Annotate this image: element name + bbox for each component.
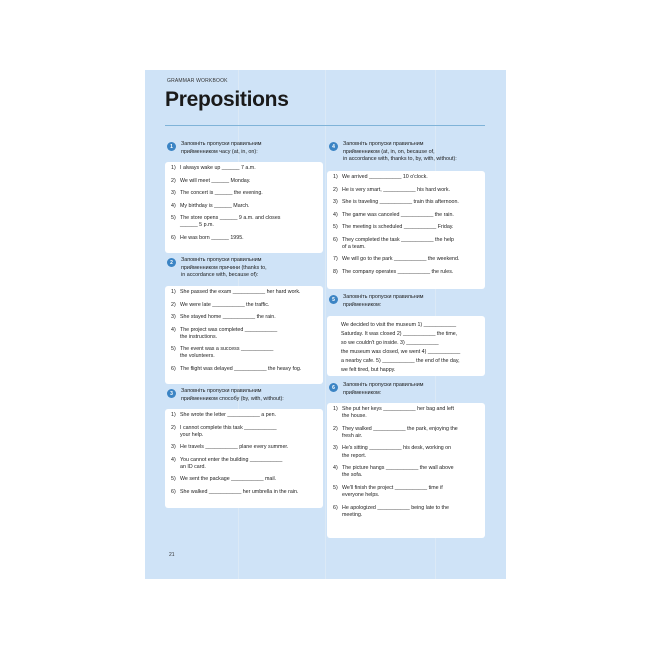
item-number: 8) xyxy=(333,268,338,275)
item-number: 1) xyxy=(333,174,338,180)
section-1-header xyxy=(167,141,261,156)
exercise-item xyxy=(171,235,317,242)
workbook-page xyxy=(145,70,506,579)
exercise-item xyxy=(333,465,479,479)
exercise-6-box xyxy=(327,403,485,538)
exercise-item xyxy=(171,190,317,197)
exercise-item xyxy=(333,237,479,251)
item-text: The company operates ___________ the rules. xyxy=(342,268,454,275)
item-number: 3) xyxy=(171,314,176,320)
item-text: The game was canceled ___________ the rain. xyxy=(342,211,454,218)
exercise-item xyxy=(333,174,479,181)
section-5-header xyxy=(329,294,423,309)
section-instruction: Заповніть пропуски правильним прийменником (at, in, on, because of, in accordance with, thanks to, by, with, without): xyxy=(343,141,457,163)
item-text: He apologized ___________ being late to the meeting. xyxy=(342,504,449,518)
exercise-item xyxy=(171,165,317,172)
section-6-header xyxy=(329,382,423,397)
section-4-header xyxy=(329,141,457,164)
item-text: They walked ___________ the park, enjoying the fresh air. xyxy=(342,425,458,439)
item-text: The event was a success ___________ the volunteers. xyxy=(180,346,274,360)
item-number: 3) xyxy=(333,445,338,452)
item-text: They completed the task ___________ the help of a team. xyxy=(342,236,454,250)
exercise-item xyxy=(171,412,317,419)
item-number: 3) xyxy=(171,190,176,196)
item-number: 1) xyxy=(171,289,176,295)
exercise-item xyxy=(333,406,479,420)
item-text: The flight was delayed ___________ the heavy fog. xyxy=(180,365,302,372)
item-text: We will meet ______ Monday. xyxy=(180,177,251,184)
exercise-3-box xyxy=(165,409,323,508)
item-number: 4) xyxy=(333,465,338,472)
item-text: We'll finish the project ___________ time if everyone helps. xyxy=(342,484,443,499)
exercise-item xyxy=(171,476,317,483)
exercise-item xyxy=(171,489,317,496)
workbook-label: GRAMMAR WORKBOOK xyxy=(167,78,228,84)
item-number: 5) xyxy=(171,476,176,483)
title-divider xyxy=(165,125,485,126)
section-3-header xyxy=(167,388,284,403)
item-text: The picture hangs ___________ the wall above the sofa. xyxy=(342,465,454,479)
item-text: I cannot complete this task ___________ your help. xyxy=(180,424,277,438)
item-text: You cannot enter the building ___________ an ID card. xyxy=(180,456,283,470)
exercise-item xyxy=(171,215,317,229)
exercise-item xyxy=(333,224,479,231)
exercise-item xyxy=(333,269,479,276)
exercise-item xyxy=(171,289,317,296)
item-number: 1) xyxy=(333,406,338,412)
item-text: The project was completed ___________ the instructions. xyxy=(180,326,278,340)
item-number: 2) xyxy=(171,424,176,431)
exercise-item xyxy=(333,505,479,519)
exercise-item xyxy=(333,426,479,440)
exercise-item xyxy=(333,187,479,194)
section-instruction: Заповніть пропуски правильним прийменником: xyxy=(343,294,424,308)
item-text: She stayed home ___________ the rain. xyxy=(180,314,276,320)
exercise-item xyxy=(171,346,317,360)
background-line xyxy=(325,70,326,579)
item-number: 4) xyxy=(333,211,338,218)
exercise-item xyxy=(171,314,317,321)
section-instruction: Заповніть пропуски правильним прийменником причини (thanks to, in accordance with, because of): xyxy=(181,257,267,279)
item-text: She put her keys ___________ her bag and left the house. xyxy=(342,406,454,420)
item-number: 6) xyxy=(333,236,338,243)
exercise-item xyxy=(333,256,479,263)
page-number: 21 xyxy=(169,552,175,558)
item-number: 6) xyxy=(171,365,176,372)
exercise-item xyxy=(171,457,317,471)
item-text: He travels ___________ plane every summer. xyxy=(180,444,289,451)
item-number: 2) xyxy=(333,186,338,193)
section-2-header xyxy=(167,257,267,280)
item-text: The store opens ______ 9 a.m. and closes ______ 5 p.m. xyxy=(180,215,281,229)
item-text: The meeting is scheduled ___________ Friday. xyxy=(342,224,454,230)
section-number-badge: 4 xyxy=(329,142,338,151)
item-number: 3) xyxy=(171,444,176,451)
item-number: 4) xyxy=(171,202,176,209)
section-number-badge: 1 xyxy=(167,142,176,151)
item-number: 6) xyxy=(333,504,338,511)
exercise-5-box xyxy=(327,316,485,376)
item-number: 1) xyxy=(171,412,176,418)
item-text: She walked ___________ her umbrella in the rain. xyxy=(180,488,299,495)
exercise-item xyxy=(171,366,317,373)
exercise-item xyxy=(171,178,317,185)
item-text: I always wake up ______ 7 a.m. xyxy=(180,165,256,171)
exercise-item xyxy=(171,302,317,309)
section-instruction: Заповніть пропуски правильним прийменником способу (by, with, without): xyxy=(181,388,284,402)
item-number: 3) xyxy=(333,199,338,205)
exercise-paragraph: We decided to visit the museum 1) ___________ Saturday. It was closed 2) ___________ the time, so we couldn't go inside. 3) ___________ the museum was closed, we went 4) ___________ a nearby cafe. 5) ___________ the end of the day, we felt tired, but happy. xyxy=(341,322,461,373)
section-instruction: Заповніть пропуски правильним прийменником часу (at, in, on): xyxy=(181,141,262,155)
item-text: We were late ___________ the traffic. xyxy=(180,301,270,308)
item-number: 1) xyxy=(171,165,176,171)
item-number: 5) xyxy=(171,215,176,221)
item-number: 6) xyxy=(171,488,176,495)
item-text: He's sitting ___________ his desk, working on the report. xyxy=(342,445,452,459)
exercise-item xyxy=(171,425,317,439)
item-number: 4) xyxy=(171,326,176,333)
item-text: We will go to the park ___________ the weekend. xyxy=(342,256,460,263)
item-number: 5) xyxy=(171,346,176,353)
exercise-item xyxy=(171,203,317,210)
item-text: He was born ______ 1995. xyxy=(180,234,244,241)
section-number-badge: 2 xyxy=(167,258,176,267)
item-number: 2) xyxy=(171,301,176,308)
exercise-1-box xyxy=(165,162,323,253)
exercise-item xyxy=(171,327,317,341)
exercise-item xyxy=(333,445,479,459)
item-number: 5) xyxy=(333,224,338,230)
item-number: 6) xyxy=(171,234,176,241)
section-number-badge: 5 xyxy=(329,295,338,304)
exercise-2-box xyxy=(165,286,323,384)
section-instruction: Заповніть пропуски правильним прийменником: xyxy=(343,382,424,396)
exercise-4-box xyxy=(327,171,485,289)
item-text: She wrote the letter ___________ a pen. xyxy=(180,412,277,418)
exercise-item xyxy=(171,444,317,451)
exercise-item xyxy=(333,485,479,499)
item-text: My birthday is ______ March. xyxy=(180,202,250,209)
item-number: 2) xyxy=(171,177,176,184)
section-number-badge: 3 xyxy=(167,389,176,398)
item-text: She is traveling ___________ train this afternoon. xyxy=(342,199,459,205)
section-number-badge: 6 xyxy=(329,383,338,392)
item-number: 7) xyxy=(333,256,338,263)
item-text: The concert is ______ the evening. xyxy=(180,190,263,196)
item-number: 5) xyxy=(333,484,338,491)
item-text: He is very smart, ___________ his hard work. xyxy=(342,186,451,193)
exercise-item xyxy=(333,199,479,206)
item-text: We sent the package ___________ mail. xyxy=(180,476,277,483)
item-number: 4) xyxy=(171,456,176,463)
item-text: She passed the exam ___________ her hard work. xyxy=(180,289,301,295)
item-number: 2) xyxy=(333,425,338,432)
item-text: We arrived ___________ 10 o'clock. xyxy=(342,174,428,180)
page-title: Prepositions xyxy=(165,88,289,111)
exercise-item xyxy=(333,212,479,219)
